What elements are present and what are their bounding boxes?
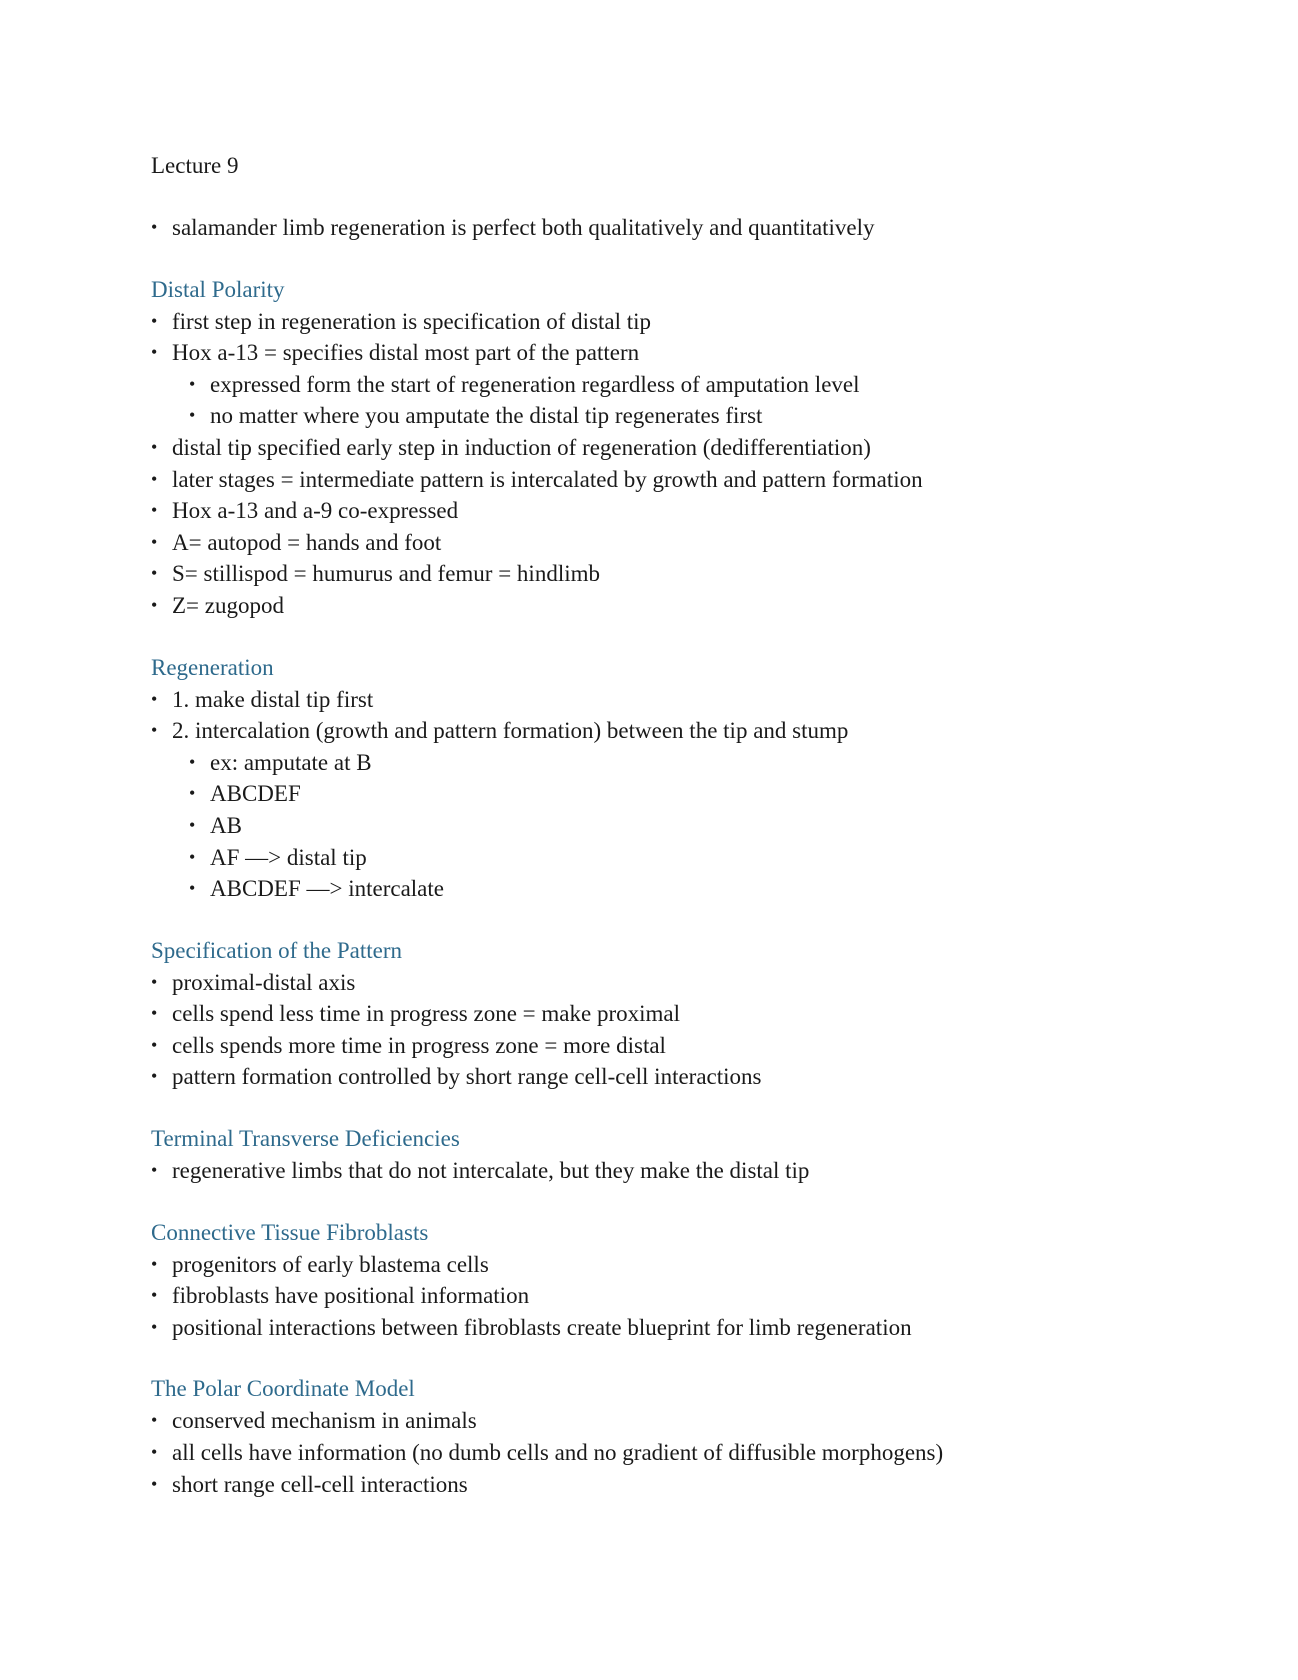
section [151,274,1211,622]
bullet-item: • proximal-distal axis [151,967,1211,999]
bullet-list [151,684,1211,905]
section [151,652,1211,905]
bullet-item: • short range cell-cell interactions [151,1469,1211,1501]
bullet-list [151,1155,1211,1187]
bullet-item: • Hox a-13 = specifies distal most part of the pattern [151,337,1211,369]
sub-bullet-item: • ABCDEF [151,778,1211,810]
section-heading: The Polar Coordinate Model [151,1376,415,1402]
bullet-list [151,967,1211,1093]
bullet-item: • S= stillispod = humurus and femur = hindlimb [151,558,1211,590]
bullet-item: • cells spend less time in progress zone = make proximal [151,998,1211,1030]
bullet-list [151,306,1211,622]
bullet-item: • 2. intercalation (growth and pattern formation) between the tip and stump [151,715,1211,747]
bullet-item: • progenitors of early blastema cells [151,1249,1211,1281]
section-heading: Specification of the Pattern [151,937,403,963]
section [151,212,1211,244]
bullet-list [151,1405,1211,1500]
sub-bullet-item: • expressed form the start of regeneration regardless of amputation level [151,369,1211,401]
bullet-item: • A= autopod = hands and foot [151,527,1211,559]
section-heading: Regeneration [151,654,274,680]
section-heading: Terminal Transverse Deficiencies [151,1126,460,1152]
bullet-item: • cells spends more time in progress zone = more distal [151,1030,1211,1062]
bullet-item: • pattern formation controlled by short range cell-cell interactions [151,1061,1211,1093]
section-heading: Distal Polarity [151,276,285,302]
bullet-item: • positional interactions between fibroblasts create blueprint for limb regeneration [151,1312,1211,1344]
section [151,935,1211,1093]
document-page [151,150,1211,1530]
section [151,1123,1211,1187]
bullet-item: • Z= zugopod [151,590,1211,622]
bullet-list [151,212,1211,244]
sub-bullet-item: • no matter where you amputate the distal tip regenerates first [151,400,1211,432]
bullet-item: • distal tip specified early step in induction of regeneration (dedifferentiation) [151,432,1211,464]
sections-container [151,212,1211,1500]
sub-bullet-item: • ex: amputate at B [151,747,1211,779]
bullet-item: • regenerative limbs that do not intercalate, but they make the distal tip [151,1155,1211,1187]
sub-bullet-item: • AF —> distal tip [151,842,1211,874]
bullet-item: • 1. make distal tip first [151,684,1211,716]
bullet-item: • first step in regeneration is specification of distal tip [151,306,1211,338]
section-heading: Connective Tissue Fibroblasts [151,1219,429,1245]
bullet-item: • Hox a-13 and a-9 co-expressed [151,495,1211,527]
bullet-item: • fibroblasts have positional information [151,1280,1211,1312]
bullet-item: • later stages = intermediate pattern is intercalated by growth and pattern formation [151,464,1211,496]
bullet-list [151,1249,1211,1344]
section [151,1217,1211,1344]
section [151,1373,1211,1500]
bullet-item: • salamander limb regeneration is perfect both qualitatively and quantitatively [151,212,1211,244]
document-title: Lecture 9 [151,153,239,178]
sub-bullet-item: • AB [151,810,1211,842]
bullet-item: • all cells have information (no dumb cells and no gradient of diffusible morphogens) [151,1437,1211,1469]
bullet-item: • conserved mechanism in animals [151,1405,1211,1437]
sub-bullet-item: • ABCDEF —> intercalate [151,873,1211,905]
